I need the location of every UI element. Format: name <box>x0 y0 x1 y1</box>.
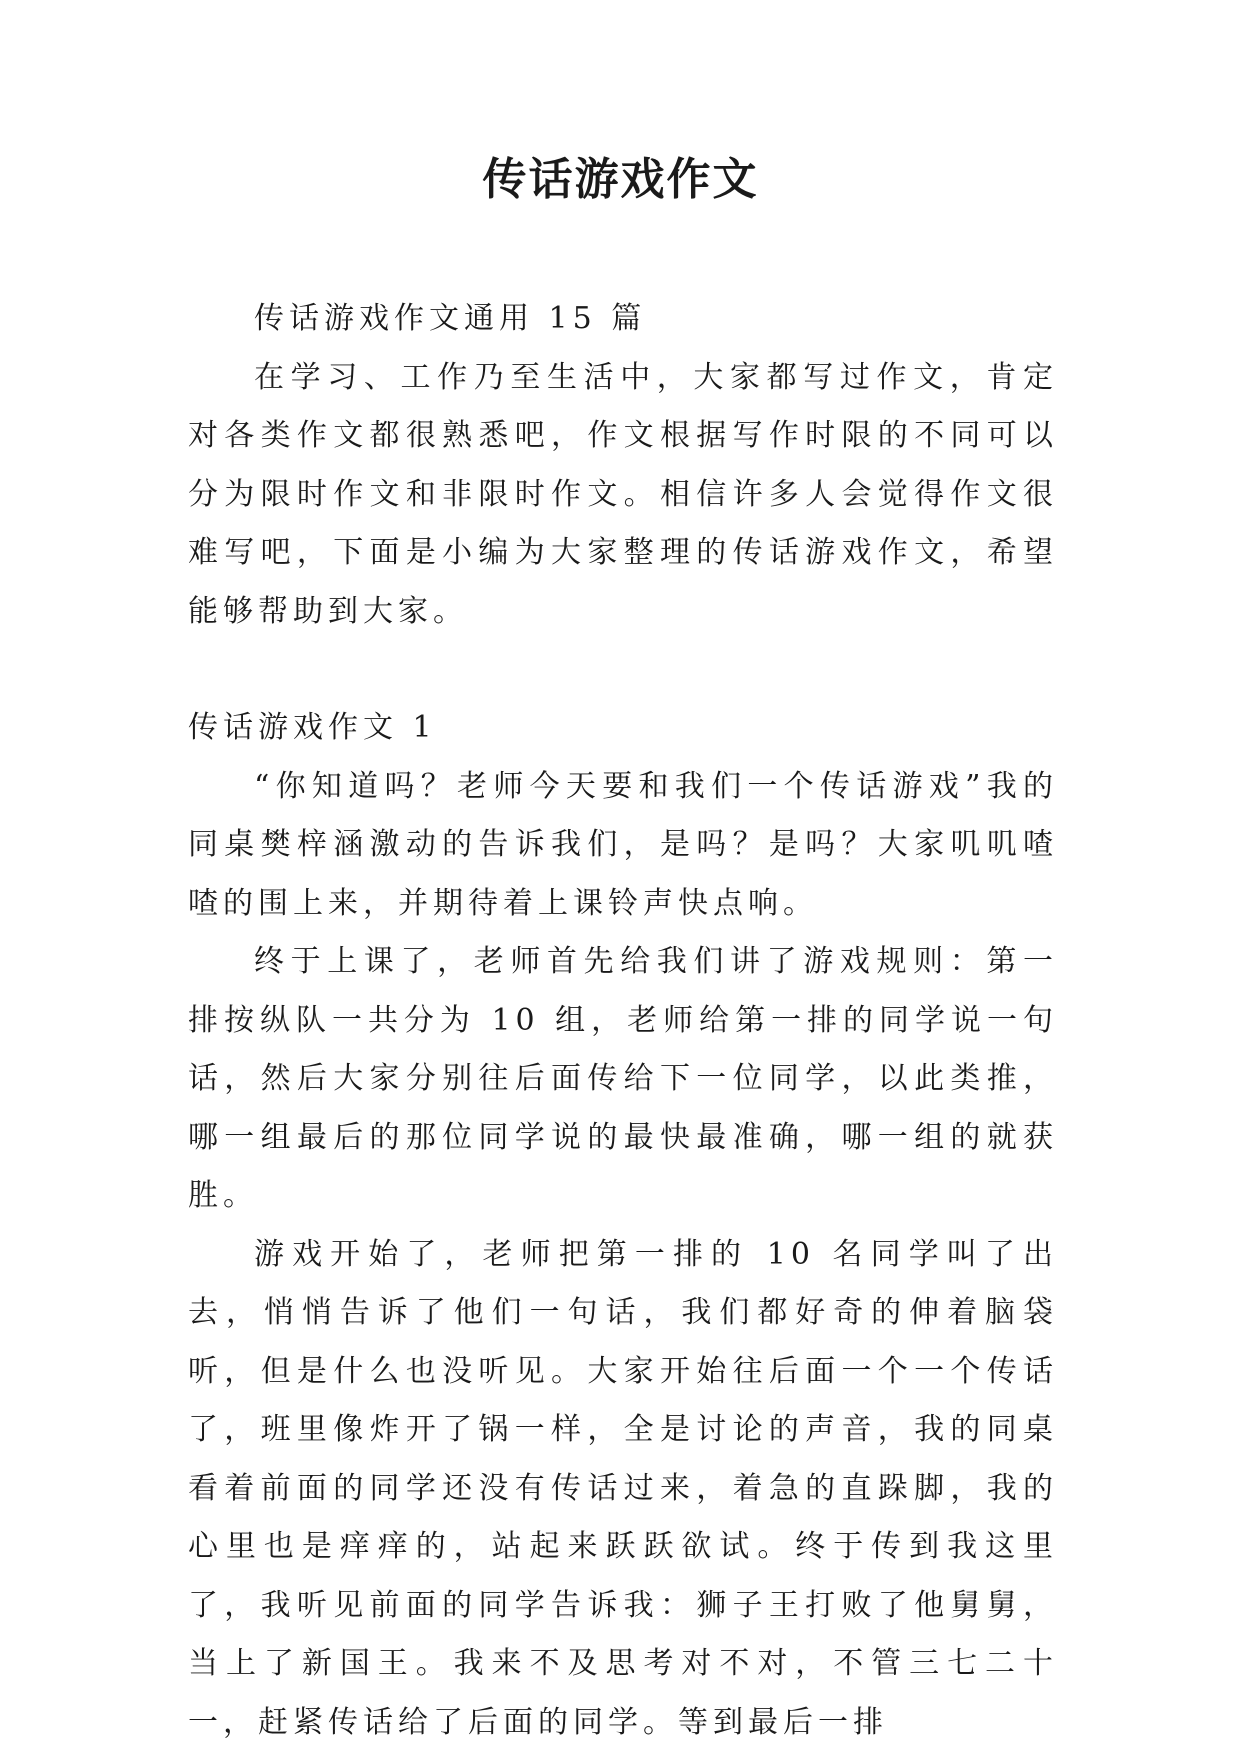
document-title: 传话游戏作文 <box>482 154 759 205</box>
body-paragraph-3: 游戏开始了，老师把第一排的 10 名同学叫了出去，悄悄告诉了他们一句话，我们都好奇的伸着脑袋听，但是什么也没听见。大家开始往后面一个一个传话了，班里像炸开了锅一样，全是讨论的声音，我的同桌看着前面的同学还没有传话过来，着急的直跺脚，我的心里也是痒痒的，站起来跃跃欲试。终于传到我这里了，我听见前面的同学告诉我：狮子王打败了他舅舅，当上了新国王。我来不及思考对不对，不管三七二十一，赶紧传话给了后面的同学。等到最后一排 <box>188 1236 1058 1740</box>
document-body <box>188 290 1058 1752</box>
body-paragraph-2: 终于上课了，老师首先给我们讲了游戏规则：第一排按纵队一共分为 10 组，老师给第一排的同学说一句话，然后大家分别往后面传给下一位同学，以此类推，哪一组最后的那位同学说的最快最准确，哪一组的就获胜。 <box>188 944 1058 1213</box>
intro-paragraph: 在学习、工作乃至生活中，大家都写过作文，肯定对各类作文都很熟悉吧，作文根据写作时限的不同可以分为限时作文和非限时作文。相信许多人会觉得作文很难写吧，下面是小编为大家整理的传话游戏作文，希望能够帮助到大家。 <box>188 359 1058 629</box>
body-paragraph-1: “你知道吗？老师今天要和我们一个传话游戏”我的同桌樊梓涵激动的告诉我们，是吗？是吗？大家叽叽喳喳的围上来，并期待着上课铃声快点响。 <box>188 768 1058 921</box>
subtitle-line: 传话游戏作文通用 15 篇 <box>254 301 647 336</box>
section-heading: 传话游戏作文 1 <box>188 710 437 745</box>
section-spacer <box>188 641 1058 699</box>
